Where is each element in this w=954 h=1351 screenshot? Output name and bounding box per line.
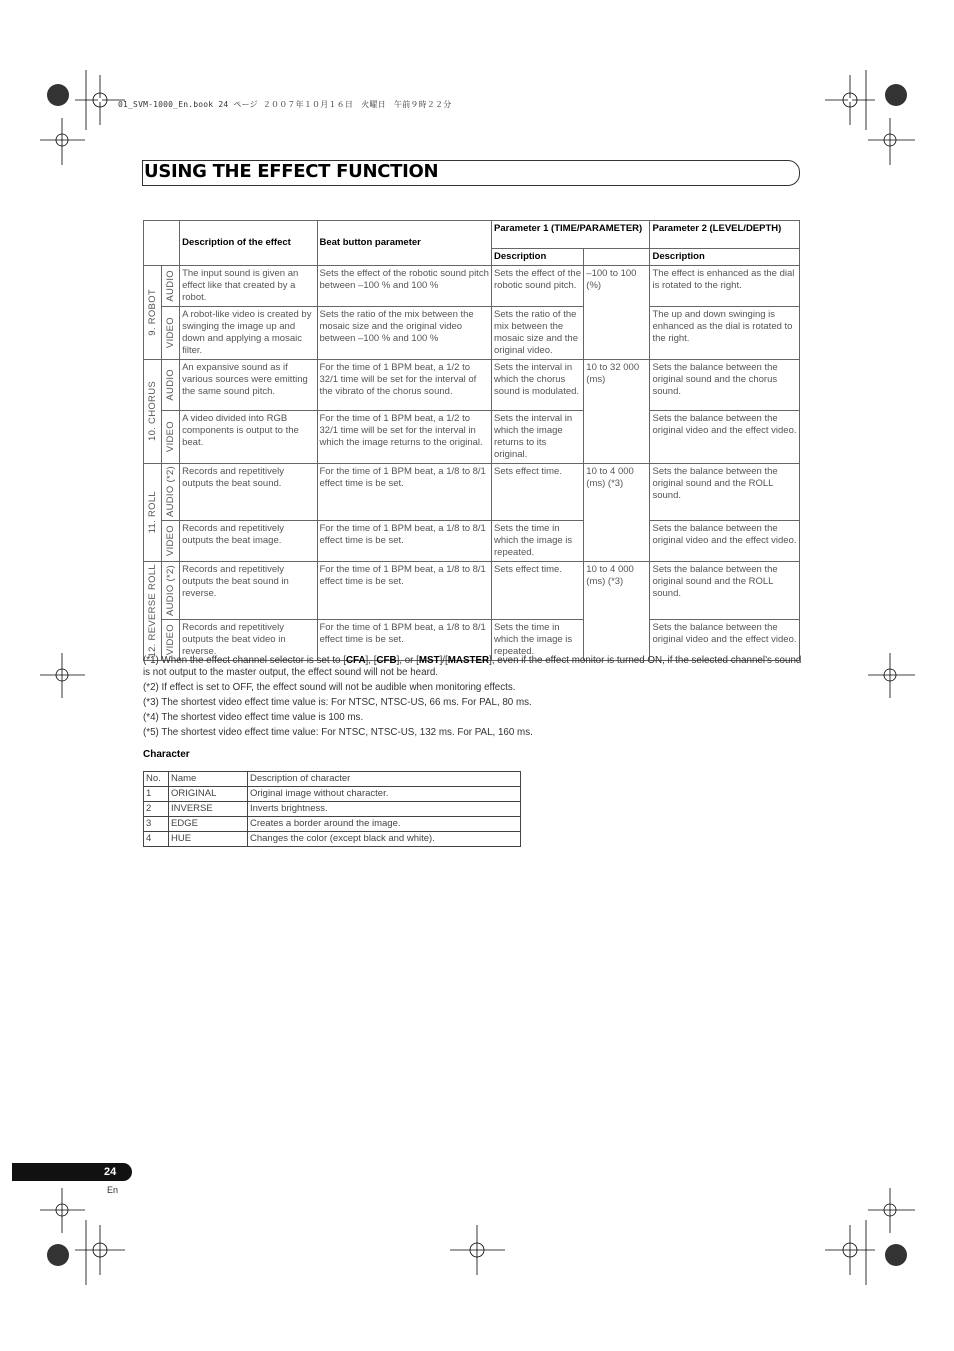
beat-parameter: Sets the ratio of the mix between the mosaic size and the original video between –100 % and 100 % [317, 307, 492, 360]
footnote-2: (*2) If effect is set to OFF, the effect sound will not be audible when monitoring effects. [143, 682, 516, 693]
p1-description: Sets effect time. [492, 464, 584, 521]
p1-description: Sets effect time. [492, 562, 584, 620]
row-type: VIDEO [162, 307, 180, 360]
row-type: VIDEO [162, 620, 180, 661]
character-table [143, 771, 521, 847]
table-row [144, 832, 521, 847]
table-row [144, 411, 800, 464]
row-type: VIDEO [162, 411, 180, 464]
p1-description: Sets the ratio of the mix between the mosaic size and the original video. [492, 307, 584, 360]
p2-description: The effect is enhanced as the dial is rotated to the right. [650, 266, 800, 307]
header-p1-blank [584, 249, 650, 266]
p1-description: Sets the time in which the image is repeated. [492, 620, 584, 661]
p1-range: –100 to 100 (%) [584, 266, 650, 360]
p2-description: Sets the balance between the original sound and the chorus sound. [650, 360, 800, 411]
cell-name: EDGE [169, 817, 248, 832]
header-p1-description: Description [492, 249, 584, 266]
cell-description: Inverts brightness. [248, 802, 521, 817]
header-description-of-effect: Description of the effect [180, 221, 317, 266]
header-p2-description: Description [650, 249, 800, 266]
effect-description: Records and repetitively outputs the beat sound. [180, 464, 317, 521]
effect-description: The input sound is given an effect like that created by a robot. [180, 266, 317, 307]
p1-range: 10 to 4 000 (ms) (*3) [584, 562, 650, 661]
p2-description: Sets the balance between the original sound and the ROLL sound. [650, 464, 800, 521]
page-number: 24 [104, 1166, 117, 1178]
p1-range: 10 to 32 000 (ms) [584, 360, 650, 464]
beat-parameter: For the time of 1 BPM beat, a 1/8 to 8/1 effect time is be set. [317, 562, 492, 620]
effect-description: Records and repetitively outputs the beat sound in reverse. [180, 562, 317, 620]
table-row [144, 266, 800, 307]
row-type: AUDIO [162, 360, 180, 411]
p1-range: 10 to 4 000 (ms) (*3) [584, 464, 650, 562]
p1-description: Sets the interval in which the chorus sound is modulated. [492, 360, 584, 411]
beat-parameter: For the time of 1 BPM beat, a 1/2 to 32/1 time will be set for the interval in which the image returns to the original. [317, 411, 492, 464]
footnote-1: (*1) When the effect channel selector is set to [CFA], [CFB], or [MST]/[MASTER], even if the effect monitor is turned ON, if the selected channel’s sound is not output to the master output, the effect sound will not be heard. [143, 655, 802, 678]
beat-parameter: For the time of 1 BPM beat, a 1/8 to 8/1 effect time is be set. [317, 464, 492, 521]
row-type: AUDIO [162, 266, 180, 307]
section-title: USING THE EFFECT FUNCTION [144, 161, 439, 182]
header-no: No. [144, 772, 169, 787]
p2-description: Sets the balance between the original video and the effect video. [650, 620, 800, 661]
p2-description: Sets the balance between the original video and the effect video. [650, 411, 800, 464]
p2-description: Sets the balance between the original sound and the ROLL sound. [650, 562, 800, 620]
table-row [144, 464, 800, 521]
p1-description: Sets the time in which the image is repeated. [492, 521, 584, 562]
p1-description: Sets the effect of the robotic sound pitch. [492, 266, 584, 307]
table-row [144, 360, 800, 411]
table-row [144, 817, 521, 832]
effect-description: A robot-like video is created by swinging the image up and down and applying a mosaic filter. [180, 307, 317, 360]
table-header-row [144, 772, 521, 787]
cell-no: 4 [144, 832, 169, 847]
table-row [144, 562, 800, 620]
p2-description: Sets the balance between the original video and the effect video. [650, 521, 800, 562]
table-row [144, 787, 521, 802]
cell-description: Changes the color (except black and white). [248, 832, 521, 847]
footnotes [143, 655, 803, 742]
table-row [144, 802, 521, 817]
page-language: En [107, 1185, 119, 1195]
effects-table [143, 220, 800, 661]
effect-description: A video divided into RGB components is output to the beat. [180, 411, 317, 464]
beat-parameter: For the time of 1 BPM beat, a 1/8 to 8/1 effect time is be set. [317, 620, 492, 661]
cell-description: Original image without character. [248, 787, 521, 802]
print-header: 01_SVM-1000_En.book 24 ページ ２００７年１０月１６日 火曜日 午前９時２２分 [118, 100, 452, 109]
row-type: VIDEO [162, 521, 180, 562]
group-label: 10. CHORUS [144, 360, 162, 464]
effect-description: An expansive sound as if various sources were emitting the same sound pitch. [180, 360, 317, 411]
p2-description: The up and down swinging is enhanced as the dial is rotated to the right. [650, 307, 800, 360]
header-parameter1: Parameter 1 (TIME/PARAMETER) [492, 221, 650, 249]
footnote-3: (*3) The shortest video effect time value is: For NTSC, NTSC-US, 66 ms. For PAL, 80 ms. [143, 697, 532, 708]
header-parameter2: Parameter 2 (LEVEL/DEPTH) [650, 221, 800, 249]
p1-description: Sets the interval in which the image returns to its original. [492, 411, 584, 464]
group-label: 11. ROLL [144, 464, 162, 562]
effect-description: Records and repetitively outputs the beat image. [180, 521, 317, 562]
character-heading: Character [143, 749, 190, 760]
cell-description: Creates a border around the image. [248, 817, 521, 832]
header-name: Name [169, 772, 248, 787]
header-description: Description of character [248, 772, 521, 787]
cell-no: 1 [144, 787, 169, 802]
beat-parameter: Sets the effect of the robotic sound pitch between –100 % and 100 % [317, 266, 492, 307]
cell-no: 3 [144, 817, 169, 832]
footnote-4: (*4) The shortest video effect time value is 100 ms. [143, 712, 364, 723]
cell-name: INVERSE [169, 802, 248, 817]
effect-description: Records and repetitively outputs the beat video in reverse. [180, 620, 317, 661]
table-row [144, 307, 800, 360]
table-row [144, 521, 800, 562]
row-type: AUDIO (*2) [162, 562, 180, 620]
group-label: 9. ROBOT [144, 266, 162, 360]
cell-no: 2 [144, 802, 169, 817]
beat-parameter: For the time of 1 BPM beat, a 1/8 to 8/1 effect time is be set. [317, 521, 492, 562]
header-blank [144, 221, 180, 266]
group-label: 12. REVERSE ROLL [144, 562, 162, 661]
cell-name: HUE [169, 832, 248, 847]
footnote-5: (*5) The shortest video effect time value: For NTSC, NTSC-US, 132 ms. For PAL, 160 ms. [143, 727, 533, 738]
header-beat-button-parameter: Beat button parameter [317, 221, 492, 266]
row-type: AUDIO (*2) [162, 464, 180, 521]
cell-name: ORIGINAL [169, 787, 248, 802]
beat-parameter: For the time of 1 BPM beat, a 1/2 to 32/1 time will be set for the interval of the vibrato of the chorus sound. [317, 360, 492, 411]
